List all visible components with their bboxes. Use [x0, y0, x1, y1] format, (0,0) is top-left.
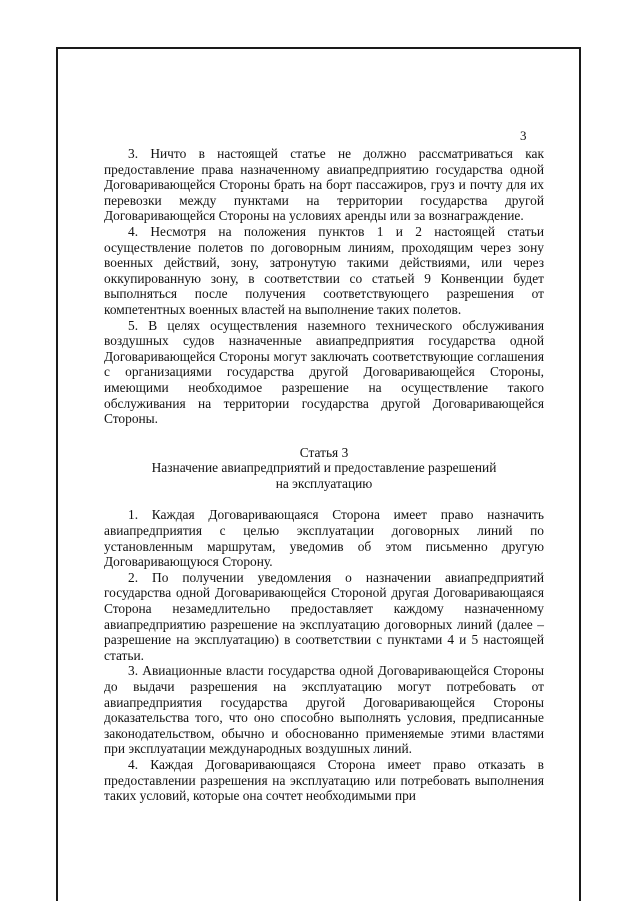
- paragraph-3: 3. Ничто в настоящей статье не должно рассматриваться как предоставление права назначенному авиапредприятию государства одной Договаривающейся Стороны брать на борт пассажиров, груз и почту для их перевозки между пунктами на территории государства другой Договаривающейся Стороны на условиях аренды или за вознаграждение.: [104, 146, 544, 224]
- document-body: [104, 146, 544, 804]
- article3-paragraph-1: 1. Каждая Договаривающаяся Сторона имеет право назначить авиапредприятия с целью эксплуатации договорных линий по установленным маршрутам, уведомив об этом письменно другую Договаривающуюся Сторону.: [104, 507, 544, 570]
- article3-paragraph-3: 3. Авиационные власти государства одной Договаривающейся Стороны до выдачи разрешения на эксплуатацию могут потребовать от авиапредприятия государства другой Договаривающейся Стороны доказательства того, что оно способно выполнять условия, предписанные законодательством, обычно и обоснованно применяемые этими властями при эксплуатации международных воздушных линий.: [104, 663, 544, 757]
- article3-paragraph-4: 4. Каждая Договаривающаяся Сторона имеет право отказать в предоставлении разрешения на эксплуатацию или потребовать выполнения таких условий, которые она сочтет необходимыми при: [104, 756, 544, 804]
- article-title-line2: на эксплуатацию: [275, 475, 373, 491]
- article-number: Статья 3: [299, 444, 349, 460]
- article3-paragraph-2: 2. По получении уведомления о назначении авиапредприятий государства одной Договаривающейся Стороной другая Договаривающаяся Сторона незамедлительно предоставляет каждому назначенному авиапредприятию разрешение на эксплуатацию договорных линий (далее – разрешение на эксплуатацию) в соответствии с пунктами 4 и 5 настоящей статьи.: [104, 569, 544, 663]
- paragraph-4: 4. Несмотря на положения пунктов 1 и 2 настоящей статьи осуществление полетов по договорным линиям, проходящим через зону военных действий, зону, затронутую такими действиями, или через оккупированную зону, в соответствии со статьей 9 Конвенции будет выполняться после получения соответствующего разрешения от компетентных военных властей на выполнение таких полетов.: [104, 223, 544, 317]
- article-title-line1: Назначение авиапредприятий и предоставление разрешений: [151, 460, 497, 476]
- page-number: 3: [520, 128, 527, 143]
- paragraph-5: 5. В целях осуществления наземного технического обслуживания воздушных судов назначенные авиапредприятия государства одной Договаривающейся Стороны могут заключать соответствующие соглашения с организациями государства другой Договаривающейся Стороны, имеющими необходимое разрешение на осуществление такого обслуживания на территории государства другой Договаривающейся Стороны.: [104, 317, 544, 427]
